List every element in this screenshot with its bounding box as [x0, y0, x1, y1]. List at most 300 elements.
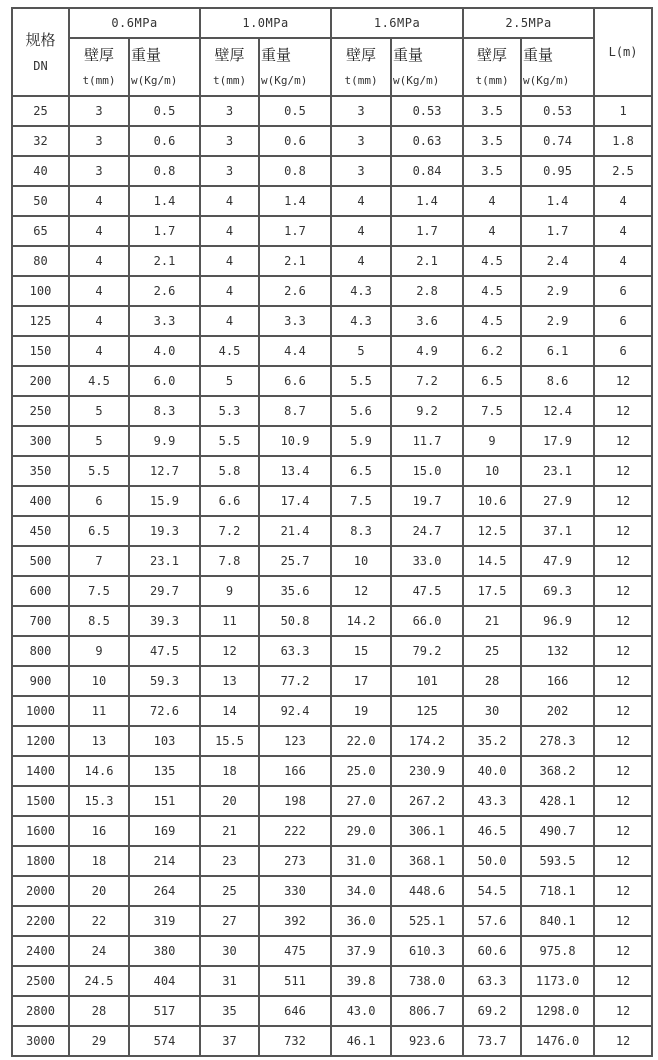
table-row — [12, 696, 652, 726]
weight-subheader — [521, 38, 594, 96]
length-cell: 4 — [594, 246, 652, 276]
w-1-6mpa-cell: 11.7 — [391, 426, 463, 456]
t-2-5mpa-cell: 3.5 — [463, 96, 521, 126]
w-2-5mpa-cell: 1.4 — [521, 186, 594, 216]
t-1-6mpa-cell: 36.0 — [331, 906, 391, 936]
weight-subheader — [259, 38, 331, 96]
t-1-0mpa-cell: 9 — [200, 576, 259, 606]
t-2-5mpa-cell: 57.6 — [463, 906, 521, 936]
t-0-6mpa-cell: 20 — [69, 876, 129, 906]
w-2-5mpa-cell: 1476.0 — [521, 1026, 594, 1056]
t-2-5mpa-cell: 43.3 — [463, 786, 521, 816]
t-2-5mpa-cell: 14.5 — [463, 546, 521, 576]
t-1-6mpa-cell: 14.2 — [331, 606, 391, 636]
w-0-6mpa-cell: 59.3 — [129, 666, 200, 696]
t-0-6mpa-cell: 22 — [69, 906, 129, 936]
t-0-6mpa-cell: 28 — [69, 996, 129, 1026]
t-0-6mpa-cell: 8.5 — [69, 606, 129, 636]
w-1-0mpa-cell: 2.1 — [259, 246, 331, 276]
t-2-5mpa-cell: 9 — [463, 426, 521, 456]
w-1-6mpa-cell: 448.6 — [391, 876, 463, 906]
w-2-5mpa-cell: 8.6 — [521, 366, 594, 396]
t-1-0mpa-cell: 3 — [200, 96, 259, 126]
w-1-0mpa-cell: 10.9 — [259, 426, 331, 456]
t-1-6mpa-cell: 15 — [331, 636, 391, 666]
w-1-0mpa-cell: 92.4 — [259, 696, 331, 726]
t-0-6mpa-cell: 9 — [69, 636, 129, 666]
w-1-0mpa-cell: 392 — [259, 906, 331, 936]
t-1-6mpa-cell: 7.5 — [331, 486, 391, 516]
w-1-6mpa-cell: 306.1 — [391, 816, 463, 846]
w-1-6mpa-cell: 0.53 — [391, 96, 463, 126]
t-0-6mpa-cell: 4 — [69, 186, 129, 216]
w-0-6mpa-cell: 2.1 — [129, 246, 200, 276]
t-1-0mpa-cell: 13 — [200, 666, 259, 696]
length-cell: 12 — [594, 456, 652, 486]
w-1-6mpa-cell: 3.6 — [391, 306, 463, 336]
w-0-6mpa-cell: 574 — [129, 1026, 200, 1056]
table-row — [12, 186, 652, 216]
t-1-0mpa-cell: 20 — [200, 786, 259, 816]
w-1-6mpa-cell: 66.0 — [391, 606, 463, 636]
t-1-0mpa-cell: 14 — [200, 696, 259, 726]
table-row — [12, 906, 652, 936]
t-0-6mpa-cell: 3 — [69, 156, 129, 186]
w-1-0mpa-cell: 21.4 — [259, 516, 331, 546]
dn-cell: 500 — [12, 546, 69, 576]
w-0-6mpa-cell: 1.4 — [129, 186, 200, 216]
t-1-6mpa-cell: 10 — [331, 546, 391, 576]
t-0-6mpa-cell: 24 — [69, 936, 129, 966]
t-1-6mpa-cell: 4.3 — [331, 306, 391, 336]
thickness-subheader — [331, 38, 391, 96]
w-2-5mpa-cell: 47.9 — [521, 546, 594, 576]
t-2-5mpa-cell: 10 — [463, 456, 521, 486]
t-1-0mpa-cell: 4 — [200, 246, 259, 276]
w-0-6mpa-cell: 169 — [129, 816, 200, 846]
length-header: L(m) — [594, 8, 652, 96]
t-1-0mpa-cell: 12 — [200, 636, 259, 666]
pressure-header-2-5: 2.5MPa — [463, 8, 594, 38]
w-1-0mpa-cell: 0.5 — [259, 96, 331, 126]
length-cell: 6 — [594, 336, 652, 366]
t-2-5mpa-cell: 46.5 — [463, 816, 521, 846]
w-2-5mpa-cell: 202 — [521, 696, 594, 726]
length-cell: 6 — [594, 276, 652, 306]
w-2-5mpa-cell: 0.95 — [521, 156, 594, 186]
table-row — [12, 606, 652, 636]
w-0-6mpa-cell: 103 — [129, 726, 200, 756]
weight-unit: w(Kg/m) — [131, 74, 178, 87]
t-1-0mpa-cell: 5.3 — [200, 396, 259, 426]
w-1-0mpa-cell: 2.6 — [259, 276, 331, 306]
dn-cell: 1000 — [12, 696, 69, 726]
t-2-5mpa-cell: 28 — [463, 666, 521, 696]
t-1-6mpa-cell: 31.0 — [331, 846, 391, 876]
t-1-6mpa-cell: 22.0 — [331, 726, 391, 756]
t-1-6mpa-cell: 27.0 — [331, 786, 391, 816]
dn-label: DN — [33, 58, 48, 73]
t-2-5mpa-cell: 54.5 — [463, 876, 521, 906]
w-1-0mpa-cell: 50.8 — [259, 606, 331, 636]
w-0-6mpa-cell: 29.7 — [129, 576, 200, 606]
dn-cell: 3000 — [12, 1026, 69, 1056]
w-1-0mpa-cell: 1.4 — [259, 186, 331, 216]
t-0-6mpa-cell: 13 — [69, 726, 129, 756]
w-2-5mpa-cell: 368.2 — [521, 756, 594, 786]
t-0-6mpa-cell: 4 — [69, 216, 129, 246]
w-1-6mpa-cell: 33.0 — [391, 546, 463, 576]
t-2-5mpa-cell: 4 — [463, 216, 521, 246]
w-1-6mpa-cell: 7.2 — [391, 366, 463, 396]
t-1-6mpa-cell: 19 — [331, 696, 391, 726]
table-body — [12, 96, 652, 1056]
w-1-0mpa-cell: 17.4 — [259, 486, 331, 516]
table-row — [12, 426, 652, 456]
w-1-0mpa-cell: 330 — [259, 876, 331, 906]
w-1-0mpa-cell: 0.6 — [259, 126, 331, 156]
thickness-unit: t(mm) — [344, 74, 378, 87]
dn-cell: 2400 — [12, 936, 69, 966]
t-1-6mpa-cell: 4 — [331, 246, 391, 276]
dn-cell: 2200 — [12, 906, 69, 936]
t-0-6mpa-cell: 11 — [69, 696, 129, 726]
t-1-6mpa-cell: 4 — [331, 216, 391, 246]
t-1-6mpa-cell: 43.0 — [331, 996, 391, 1026]
w-2-5mpa-cell: 6.1 — [521, 336, 594, 366]
t-0-6mpa-cell: 14.6 — [69, 756, 129, 786]
w-0-6mpa-cell: 6.0 — [129, 366, 200, 396]
t-0-6mpa-cell: 5 — [69, 396, 129, 426]
dn-cell: 250 — [12, 396, 69, 426]
w-1-6mpa-cell: 19.7 — [391, 486, 463, 516]
w-1-6mpa-cell: 230.9 — [391, 756, 463, 786]
t-0-6mpa-cell: 7.5 — [69, 576, 129, 606]
w-0-6mpa-cell: 19.3 — [129, 516, 200, 546]
w-1-0mpa-cell: 166 — [259, 756, 331, 786]
t-1-6mpa-cell: 4 — [331, 186, 391, 216]
length-cell: 12 — [594, 636, 652, 666]
table-row — [12, 636, 652, 666]
w-0-6mpa-cell: 47.5 — [129, 636, 200, 666]
t-1-6mpa-cell: 34.0 — [331, 876, 391, 906]
weight-label: 重量 — [131, 46, 162, 64]
dn-cell: 1800 — [12, 846, 69, 876]
length-cell: 12 — [594, 666, 652, 696]
t-1-6mpa-cell: 5.9 — [331, 426, 391, 456]
t-2-5mpa-cell: 30 — [463, 696, 521, 726]
length-cell: 12 — [594, 606, 652, 636]
w-2-5mpa-cell: 1298.0 — [521, 996, 594, 1026]
t-0-6mpa-cell: 6 — [69, 486, 129, 516]
w-1-0mpa-cell: 511 — [259, 966, 331, 996]
w-1-0mpa-cell: 0.8 — [259, 156, 331, 186]
w-0-6mpa-cell: 214 — [129, 846, 200, 876]
t-1-0mpa-cell: 23 — [200, 846, 259, 876]
w-1-0mpa-cell: 6.6 — [259, 366, 331, 396]
thickness-unit: t(mm) — [82, 74, 116, 87]
w-2-5mpa-cell: 1.7 — [521, 216, 594, 246]
length-cell: 12 — [594, 396, 652, 426]
t-1-6mpa-cell: 29.0 — [331, 816, 391, 846]
thickness-label: 壁厚 — [346, 46, 377, 64]
t-1-6mpa-cell: 4.3 — [331, 276, 391, 306]
t-2-5mpa-cell: 69.2 — [463, 996, 521, 1026]
w-2-5mpa-cell: 0.53 — [521, 96, 594, 126]
t-0-6mpa-cell: 18 — [69, 846, 129, 876]
w-0-6mpa-cell: 4.0 — [129, 336, 200, 366]
t-2-5mpa-cell: 50.0 — [463, 846, 521, 876]
length-cell: 12 — [594, 906, 652, 936]
table-row — [12, 1026, 652, 1056]
w-1-6mpa-cell: 1.4 — [391, 186, 463, 216]
w-0-6mpa-cell: 3.3 — [129, 306, 200, 336]
dn-cell: 2500 — [12, 966, 69, 996]
t-0-6mpa-cell: 7 — [69, 546, 129, 576]
dn-cell: 300 — [12, 426, 69, 456]
dn-cell: 25 — [12, 96, 69, 126]
t-0-6mpa-cell: 4.5 — [69, 366, 129, 396]
t-1-0mpa-cell: 35 — [200, 996, 259, 1026]
w-1-6mpa-cell: 368.1 — [391, 846, 463, 876]
length-cell: 12 — [594, 696, 652, 726]
w-1-6mpa-cell: 79.2 — [391, 636, 463, 666]
t-0-6mpa-cell: 4 — [69, 306, 129, 336]
w-2-5mpa-cell: 2.9 — [521, 306, 594, 336]
length-cell: 12 — [594, 756, 652, 786]
t-1-6mpa-cell: 39.8 — [331, 966, 391, 996]
t-1-6mpa-cell: 25.0 — [331, 756, 391, 786]
w-1-0mpa-cell: 198 — [259, 786, 331, 816]
w-2-5mpa-cell: 1173.0 — [521, 966, 594, 996]
w-1-0mpa-cell: 25.7 — [259, 546, 331, 576]
w-0-6mpa-cell: 319 — [129, 906, 200, 936]
w-0-6mpa-cell: 404 — [129, 966, 200, 996]
t-2-5mpa-cell: 17.5 — [463, 576, 521, 606]
w-0-6mpa-cell: 1.7 — [129, 216, 200, 246]
w-0-6mpa-cell: 517 — [129, 996, 200, 1026]
t-2-5mpa-cell: 25 — [463, 636, 521, 666]
w-2-5mpa-cell: 0.74 — [521, 126, 594, 156]
w-1-6mpa-cell: 24.7 — [391, 516, 463, 546]
t-1-0mpa-cell: 25 — [200, 876, 259, 906]
length-cell: 2.5 — [594, 156, 652, 186]
weight-label: 重量 — [393, 46, 424, 64]
weight-unit: w(Kg/m) — [393, 74, 440, 87]
table-row — [12, 486, 652, 516]
thickness-unit: t(mm) — [212, 74, 247, 87]
t-2-5mpa-cell: 4.5 — [463, 276, 521, 306]
t-0-6mpa-cell: 10 — [69, 666, 129, 696]
table-row — [12, 366, 652, 396]
w-1-6mpa-cell: 9.2 — [391, 396, 463, 426]
length-cell: 12 — [594, 966, 652, 996]
t-2-5mpa-cell: 21 — [463, 606, 521, 636]
t-1-0mpa-cell: 5.5 — [200, 426, 259, 456]
t-2-5mpa-cell: 40.0 — [463, 756, 521, 786]
w-2-5mpa-cell: 96.9 — [521, 606, 594, 636]
length-cell: 12 — [594, 816, 652, 846]
w-2-5mpa-cell: 490.7 — [521, 816, 594, 846]
dn-cell: 350 — [12, 456, 69, 486]
w-2-5mpa-cell: 17.9 — [521, 426, 594, 456]
weight-subheader — [129, 38, 200, 96]
t-1-6mpa-cell: 46.1 — [331, 1026, 391, 1056]
table-row — [12, 756, 652, 786]
length-cell: 4 — [594, 216, 652, 246]
w-2-5mpa-cell: 278.3 — [521, 726, 594, 756]
t-1-6mpa-cell: 6.5 — [331, 456, 391, 486]
w-1-0mpa-cell: 273 — [259, 846, 331, 876]
w-1-6mpa-cell: 15.0 — [391, 456, 463, 486]
dn-cell: 1600 — [12, 816, 69, 846]
length-cell: 4 — [594, 186, 652, 216]
table-row — [12, 876, 652, 906]
thickness-label: 壁厚 — [83, 46, 114, 64]
length-cell: 12 — [594, 996, 652, 1026]
t-1-0mpa-cell: 37 — [200, 1026, 259, 1056]
table-row — [12, 216, 652, 246]
t-1-6mpa-cell: 5.5 — [331, 366, 391, 396]
t-2-5mpa-cell: 35.2 — [463, 726, 521, 756]
length-cell: 1 — [594, 96, 652, 126]
t-1-6mpa-cell: 12 — [331, 576, 391, 606]
table-row — [12, 276, 652, 306]
table-row — [12, 456, 652, 486]
w-1-0mpa-cell: 13.4 — [259, 456, 331, 486]
t-0-6mpa-cell: 4 — [69, 246, 129, 276]
w-2-5mpa-cell: 428.1 — [521, 786, 594, 816]
w-2-5mpa-cell: 975.8 — [521, 936, 594, 966]
t-2-5mpa-cell: 73.7 — [463, 1026, 521, 1056]
w-0-6mpa-cell: 264 — [129, 876, 200, 906]
t-1-6mpa-cell: 3 — [331, 126, 391, 156]
w-0-6mpa-cell: 0.5 — [129, 96, 200, 126]
t-0-6mpa-cell: 16 — [69, 816, 129, 846]
weight-subheader — [391, 38, 463, 96]
w-1-0mpa-cell: 732 — [259, 1026, 331, 1056]
length-cell: 12 — [594, 1026, 652, 1056]
t-2-5mpa-cell: 4.5 — [463, 246, 521, 276]
w-1-6mpa-cell: 2.8 — [391, 276, 463, 306]
t-0-6mpa-cell: 5 — [69, 426, 129, 456]
t-0-6mpa-cell: 15.3 — [69, 786, 129, 816]
length-cell: 12 — [594, 516, 652, 546]
t-1-0mpa-cell: 3 — [200, 156, 259, 186]
w-2-5mpa-cell: 132 — [521, 636, 594, 666]
w-0-6mpa-cell: 8.3 — [129, 396, 200, 426]
w-1-6mpa-cell: 806.7 — [391, 996, 463, 1026]
t-0-6mpa-cell: 3 — [69, 96, 129, 126]
length-cell: 12 — [594, 426, 652, 456]
w-1-0mpa-cell: 35.6 — [259, 576, 331, 606]
dn-cell: 32 — [12, 126, 69, 156]
t-1-0mpa-cell: 15.5 — [200, 726, 259, 756]
w-1-0mpa-cell: 4.4 — [259, 336, 331, 366]
t-1-0mpa-cell: 18 — [200, 756, 259, 786]
thickness-subheader — [69, 38, 129, 96]
w-1-6mpa-cell: 738.0 — [391, 966, 463, 996]
w-1-0mpa-cell: 475 — [259, 936, 331, 966]
w-0-6mpa-cell: 39.3 — [129, 606, 200, 636]
dn-cell: 200 — [12, 366, 69, 396]
t-1-0mpa-cell: 6.6 — [200, 486, 259, 516]
length-cell: 12 — [594, 876, 652, 906]
w-0-6mpa-cell: 151 — [129, 786, 200, 816]
table-row — [12, 816, 652, 846]
t-1-6mpa-cell: 5 — [331, 336, 391, 366]
dn-cell: 100 — [12, 276, 69, 306]
dn-cell: 50 — [12, 186, 69, 216]
t-0-6mpa-cell: 4 — [69, 276, 129, 306]
t-2-5mpa-cell: 4.5 — [463, 306, 521, 336]
t-2-5mpa-cell: 12.5 — [463, 516, 521, 546]
w-1-0mpa-cell: 77.2 — [259, 666, 331, 696]
w-2-5mpa-cell: 718.1 — [521, 876, 594, 906]
thickness-label: 壁厚 — [214, 46, 245, 64]
w-2-5mpa-cell: 2.9 — [521, 276, 594, 306]
table-row — [12, 666, 652, 696]
w-2-5mpa-cell: 166 — [521, 666, 594, 696]
length-cell: 12 — [594, 546, 652, 576]
table-row — [12, 126, 652, 156]
table-row — [12, 846, 652, 876]
t-1-0mpa-cell: 7.8 — [200, 546, 259, 576]
w-1-0mpa-cell: 123 — [259, 726, 331, 756]
thickness-unit: t(mm) — [475, 74, 509, 87]
w-0-6mpa-cell: 23.1 — [129, 546, 200, 576]
w-2-5mpa-cell: 23.1 — [521, 456, 594, 486]
dn-cell: 900 — [12, 666, 69, 696]
w-2-5mpa-cell: 840.1 — [521, 906, 594, 936]
length-cell: 1.8 — [594, 126, 652, 156]
table-row — [12, 246, 652, 276]
length-cell: 12 — [594, 936, 652, 966]
pipe-spec-table — [11, 7, 653, 1057]
table-row — [12, 516, 652, 546]
weight-label: 重量 — [261, 46, 292, 64]
t-2-5mpa-cell: 63.3 — [463, 966, 521, 996]
w-1-6mpa-cell: 610.3 — [391, 936, 463, 966]
table-row — [12, 306, 652, 336]
t-1-6mpa-cell: 5.6 — [331, 396, 391, 426]
w-1-6mpa-cell: 267.2 — [391, 786, 463, 816]
w-0-6mpa-cell: 15.9 — [129, 486, 200, 516]
length-cell: 6 — [594, 306, 652, 336]
dn-cell: 150 — [12, 336, 69, 366]
table-row — [12, 576, 652, 606]
w-0-6mpa-cell: 0.6 — [129, 126, 200, 156]
w-1-0mpa-cell: 63.3 — [259, 636, 331, 666]
t-0-6mpa-cell: 24.5 — [69, 966, 129, 996]
w-1-6mpa-cell: 923.6 — [391, 1026, 463, 1056]
w-2-5mpa-cell: 27.9 — [521, 486, 594, 516]
t-1-0mpa-cell: 30 — [200, 936, 259, 966]
table-row — [12, 336, 652, 366]
t-2-5mpa-cell: 3.5 — [463, 126, 521, 156]
w-2-5mpa-cell: 69.3 — [521, 576, 594, 606]
dn-cell: 1400 — [12, 756, 69, 786]
length-cell: 12 — [594, 576, 652, 606]
length-cell: 12 — [594, 726, 652, 756]
table-row — [12, 996, 652, 1026]
t-1-0mpa-cell: 4 — [200, 276, 259, 306]
weight-unit: w(Kg/m) — [523, 74, 570, 87]
w-1-0mpa-cell: 3.3 — [259, 306, 331, 336]
table-row — [12, 786, 652, 816]
w-1-0mpa-cell: 1.7 — [259, 216, 331, 246]
dn-cell: 700 — [12, 606, 69, 636]
